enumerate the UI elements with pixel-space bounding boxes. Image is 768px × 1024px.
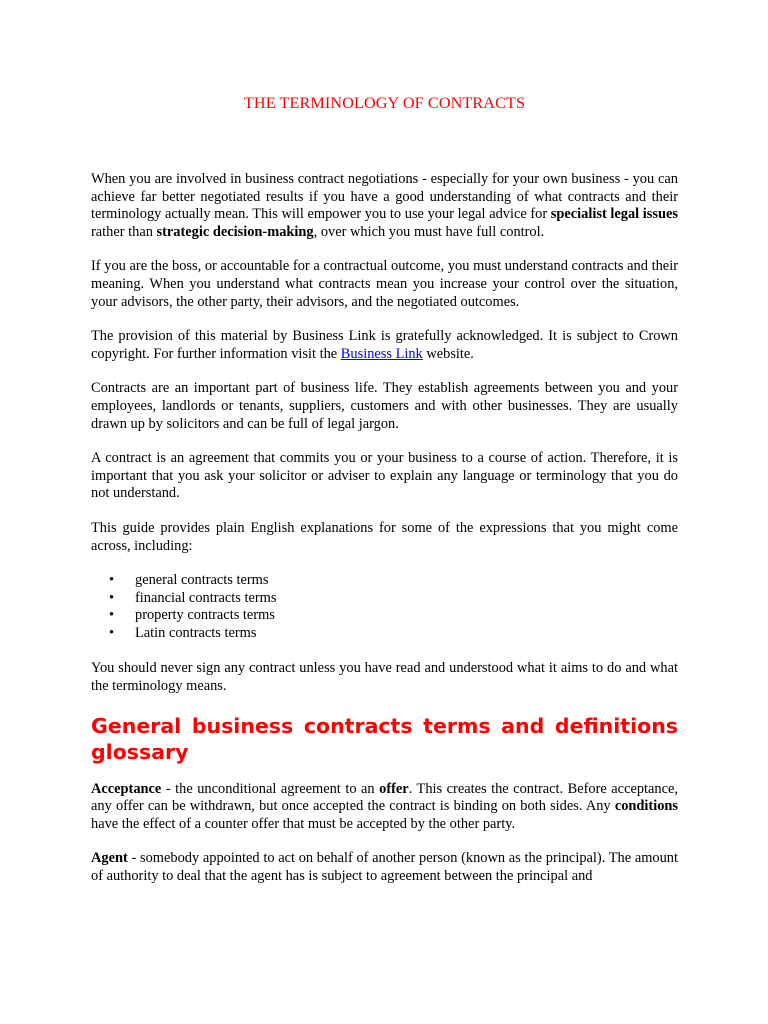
list-item: • Latin contracts terms xyxy=(109,624,257,641)
bullet-icon: • xyxy=(109,589,115,606)
business-link-link[interactable]: Business Link xyxy=(340,345,423,362)
term-offer: offer xyxy=(379,780,409,797)
closing-paragraph: You should never sign any contract unless you have read and understood what it aims to do and what the terminology means. xyxy=(91,660,678,695)
intro-paragraph-4: Contracts are an important part of business life. They establish agreements between you and your employees, landlords or tenants, suppliers, customers and with other businesses. They are usually drawn up by solicitors and can be full of legal jargon. xyxy=(91,380,678,432)
bullet-icon: • xyxy=(109,572,115,589)
list-item: • financial contracts terms xyxy=(109,589,277,606)
intro-paragraph-6: This guide provides plain English explanations for some of the expressions that you might come across, including: xyxy=(91,519,678,554)
intro-paragraph-2: If you are the boss, or accountable for a contractual outcome, you must understand contracts and their meaning. When you understand what contracts mean you increase your control over the situation, your advisors, the other party, their advisors, and the negotiated outcomes. xyxy=(91,258,678,310)
intro-paragraph-3: The provision of this material by Business Link is gratefully acknowledged. It is subject to Crown copyright. For further information visit the Business Link website. xyxy=(91,328,678,362)
intro-paragraph-5: A contract is an agreement that commits you or your business to a course of action. Therefore, it is important that you ask your solicitor or adviser to explain any language or terminology that you do not understand. xyxy=(91,450,678,502)
document-title: THE TERMINOLOGY OF CONTRACTS xyxy=(243,94,526,112)
list-item: • general contracts terms xyxy=(109,572,269,589)
bold-specialist-legal-issues: specialist legal issues xyxy=(550,206,678,223)
term-conditions: conditions xyxy=(614,798,678,815)
term-agent: Agent xyxy=(91,850,128,867)
intro-paragraph-1: When you are involved in business contract negotiations - especially for your own business - you can achieve far better negotiated results if you have a good understanding of what contracts and their terminology actually mean. This will empower you to use your legal advice for specialist legal issues rather than strategic decision-making, over which you must have full control. xyxy=(91,171,678,240)
bullet-icon: • xyxy=(109,607,115,624)
section-heading: General business contracts terms and definitions glossary xyxy=(91,713,678,764)
term-acceptance: Acceptance xyxy=(91,780,162,797)
glossary-entry-acceptance: Acceptance - the unconditional agreement to an offer. This creates the contract. Before acceptance, any offer can be withdrawn, but once accepted the contract is binding on both sides. Any conditions have the effect of a counter offer that must be accepted by the other party. xyxy=(91,780,678,832)
glossary-entry-agent: Agent - somebody appointed to act on behalf of another person (known as the principal). The amount of authority to deal that the agent has is subject to agreement between the principal and xyxy=(91,850,678,885)
bullet-icon: • xyxy=(109,624,115,641)
bold-strategic-decision-making: strategic decision-making xyxy=(156,223,314,240)
document-body xyxy=(91,171,678,903)
topics-list xyxy=(91,572,678,642)
list-item: • property contracts terms xyxy=(109,607,275,624)
